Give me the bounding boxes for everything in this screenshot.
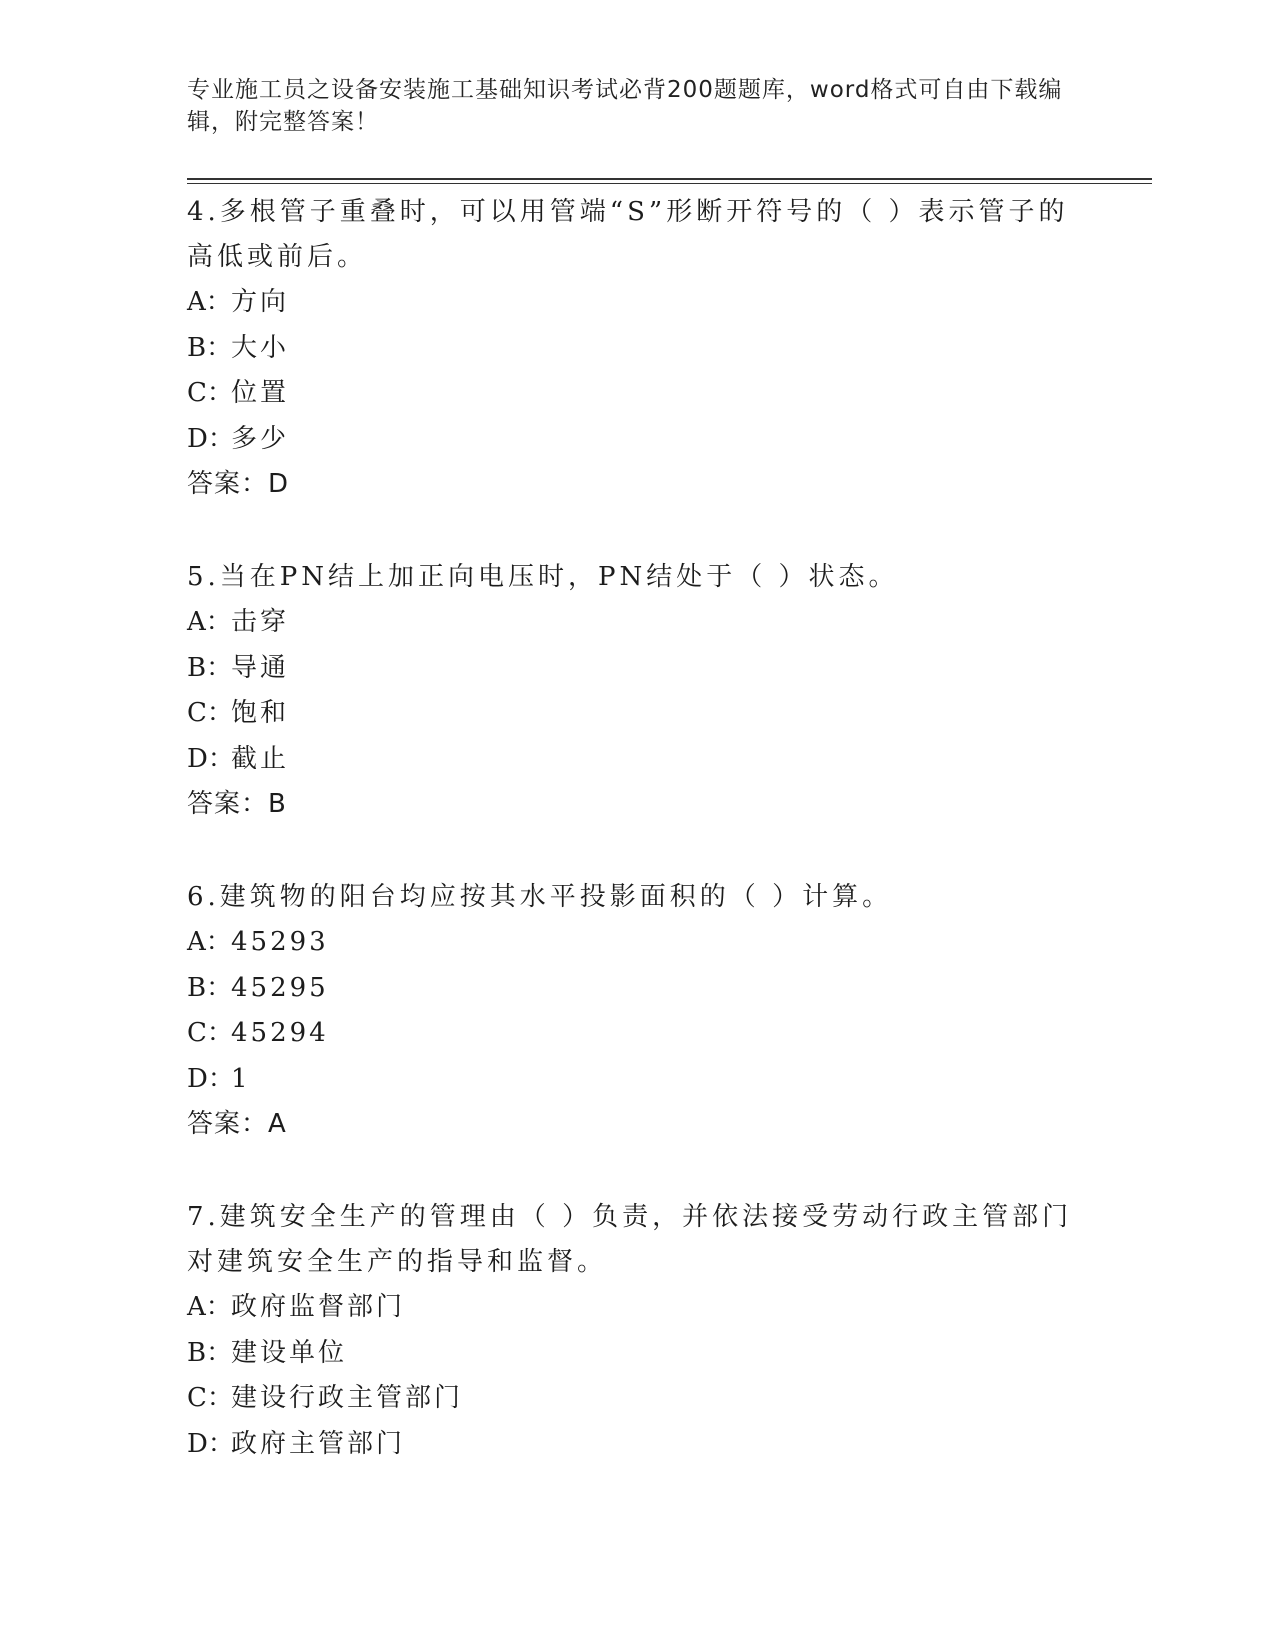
option-c: [187, 1376, 1087, 1422]
question-item: [187, 1193, 1087, 1467]
option-key: A：: [187, 287, 232, 317]
question-item: [187, 188, 1087, 507]
option-b: [187, 1331, 1087, 1377]
question-spacer: [187, 507, 1087, 553]
option-a: [187, 920, 1087, 966]
option-key: C：: [187, 1018, 233, 1048]
option-text: 建设行政主管部门: [231, 1383, 464, 1413]
option-key: B：: [187, 652, 233, 683]
option-text: 多少: [231, 423, 290, 454]
option-key: B：: [187, 332, 233, 363]
option-a: [187, 600, 1087, 646]
option-d: [187, 1422, 1087, 1468]
option-key: C：: [187, 698, 233, 728]
option-d: [187, 417, 1087, 463]
option-a: [187, 280, 1087, 326]
option-text: 大小: [231, 332, 290, 363]
option-key: D：: [187, 423, 234, 454]
question-spacer: [187, 1147, 1087, 1193]
question-item: [187, 873, 1087, 1147]
option-b: [187, 326, 1087, 372]
answer-line: 答案：D: [187, 469, 290, 499]
option-key: B：: [187, 1337, 233, 1368]
option-key: D：: [187, 743, 234, 774]
option-text: 饱和: [231, 698, 290, 728]
option-text: 政府监督部门: [231, 1292, 406, 1322]
option-key: D：: [187, 1428, 234, 1459]
question-stem: 5.当在PN结上加正向电压时，PN结处于（ ）状态。: [187, 562, 899, 592]
option-text: 45295: [231, 972, 329, 1003]
question-stem: 6.建筑物的阳台均应按其水平投影面积的（ ）计算。: [187, 882, 893, 912]
option-text: 导通: [231, 652, 290, 683]
option-key: D：: [187, 1063, 234, 1094]
option-text: 击穿: [231, 607, 290, 637]
option-text: 方向: [231, 287, 290, 317]
option-text: 1: [231, 1063, 251, 1094]
option-b: [187, 646, 1087, 692]
option-text: 截止: [231, 743, 290, 774]
option-text: 45294: [231, 1018, 329, 1048]
option-a: [187, 1285, 1087, 1331]
option-key: A：: [187, 607, 232, 637]
option-key: B：: [187, 972, 233, 1003]
option-d: [187, 737, 1087, 783]
option-c: [187, 1011, 1087, 1057]
question-stem: 7.建筑安全生产的管理由（ ）负责，并依法接受劳动行政主管部门对建筑安全生产的指导和监督。: [187, 1202, 1073, 1277]
question-list: [187, 188, 1087, 1467]
question-spacer: [187, 827, 1087, 873]
option-text: 45293: [231, 927, 329, 957]
option-key: C：: [187, 378, 233, 408]
header-divider-thin: [187, 183, 1152, 184]
option-key: A：: [187, 1292, 232, 1322]
option-c: [187, 371, 1087, 417]
option-key: C：: [187, 1383, 233, 1413]
question-stem: 4.多根管子重叠时，可以用管端“S”形断开符号的（ ）表示管子的高低或前后。: [187, 197, 1069, 272]
option-text: 政府主管部门: [231, 1428, 406, 1459]
option-text: 位置: [231, 378, 290, 408]
document-header: 专业施工员之设备安装施工基础知识考试必背200题题库，word格式可自由下载编辑，附完整答案！: [187, 77, 1063, 135]
option-key: A：: [187, 927, 232, 957]
question-item: [187, 553, 1087, 827]
header-divider-thick: [187, 178, 1152, 180]
answer-line: 答案：A: [187, 1109, 287, 1139]
answer-line: 答案：B: [187, 789, 287, 819]
option-b: [187, 966, 1087, 1012]
option-c: [187, 691, 1087, 737]
option-text: 建设单位: [231, 1337, 348, 1368]
option-d: [187, 1057, 1087, 1103]
